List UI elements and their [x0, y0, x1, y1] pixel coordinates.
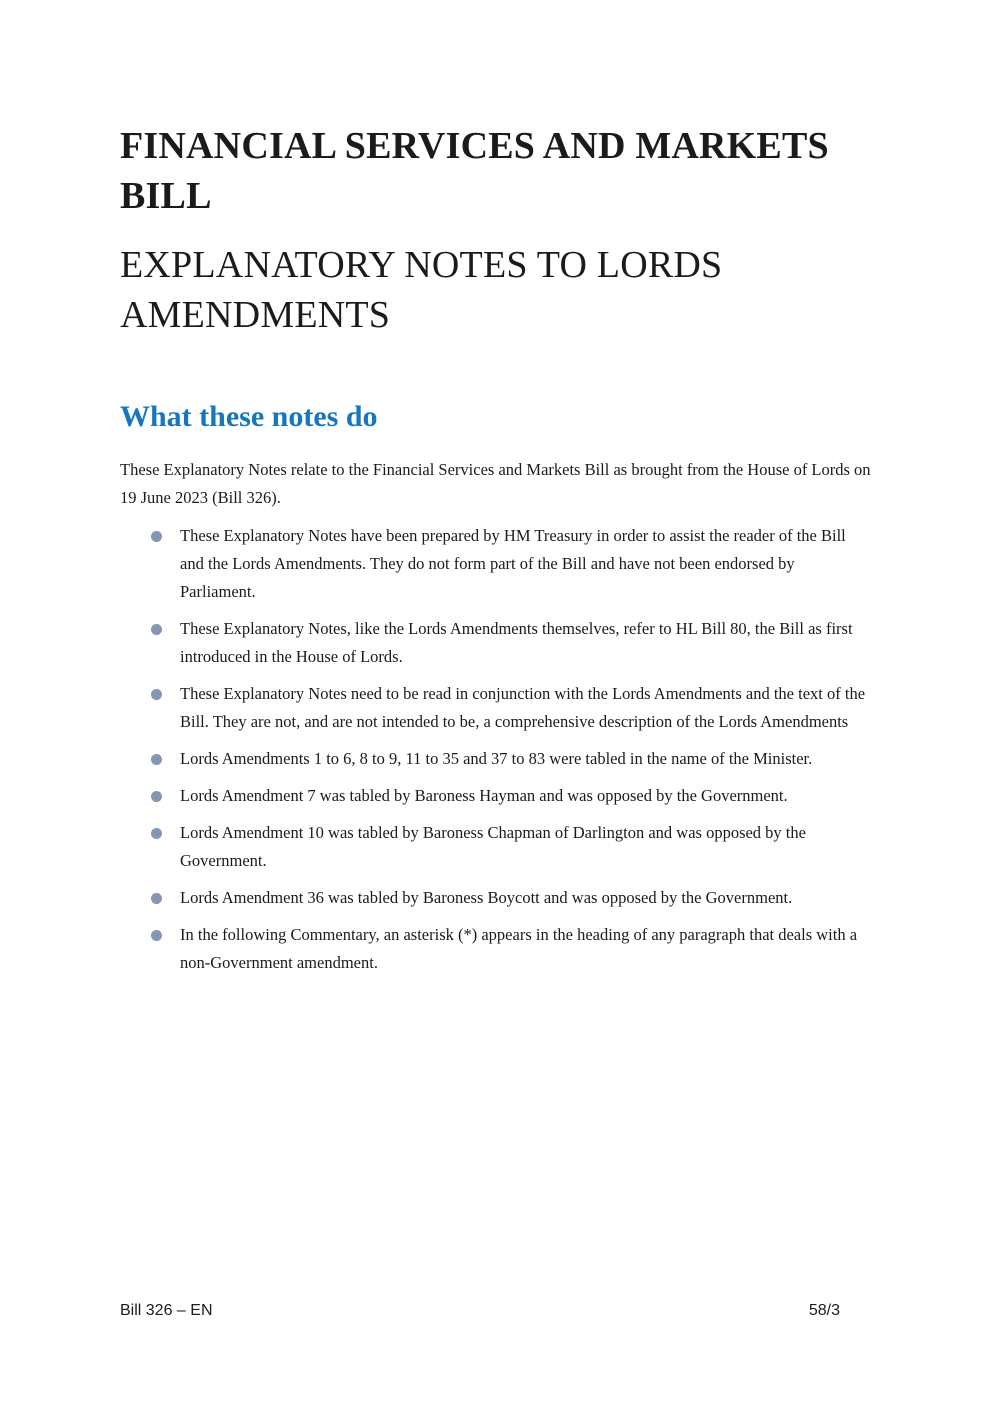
bullet-item — [120, 921, 871, 977]
footer-bill-reference: Bill 326 – EN — [120, 1302, 213, 1319]
bullet-icon — [151, 791, 162, 802]
bullet-item — [120, 680, 871, 736]
bullet-item-text: These Explanatory Notes need to be read in conjunction with the Lords Amendments and the text of the Bill. They are not, and are not intended to be, a comprehensive description of the Lords Amendments — [180, 684, 866, 731]
bullet-item — [120, 745, 871, 773]
bullet-item — [120, 615, 871, 671]
document-title: FINANCIAL SERVICES AND MARKETS BILL — [120, 125, 829, 217]
bullet-item-text: Lords Amendments 1 to 6, 8 to 9, 11 to 35 and 37 to 83 were tabled in the name of the Minister. — [180, 749, 813, 768]
document-subtitle: EXPLANATORY NOTES TO LORDS AMENDMENTS — [120, 244, 723, 336]
bullet-item — [120, 884, 871, 912]
footer-page-number: 58/3 — [808, 1302, 840, 1319]
bullet-icon — [151, 893, 162, 904]
bullet-icon — [151, 828, 162, 839]
bullet-item — [120, 782, 871, 810]
bullet-item-text: Lords Amendment 7 was tabled by Baroness Hayman and was opposed by the Government. — [180, 786, 788, 805]
bullet-icon — [151, 531, 162, 542]
section-heading: What these notes do — [120, 400, 378, 433]
bullet-icon — [151, 689, 162, 700]
bullet-item-text: Lords Amendment 10 was tabled by Baroness Chapman of Darlington and was opposed by the Government. — [180, 823, 806, 870]
bullet-item — [120, 522, 871, 606]
bullet-icon — [151, 624, 162, 635]
bullet-icon — [151, 754, 162, 765]
bullet-item-text: Lords Amendment 36 was tabled by Baroness Boycott and was opposed by the Government. — [180, 888, 793, 907]
bullet-icon — [151, 930, 162, 941]
bullet-item-text: These Explanatory Notes, like the Lords Amendments themselves, refer to HL Bill 80, the Bill as first introduced in the House of Lords. — [180, 619, 853, 666]
bullet-item-text: These Explanatory Notes have been prepared by HM Treasury in order to assist the reader of the Bill and the Lords Amendments. They do not form part of the Bill and have not been endorsed by Parliament. — [180, 526, 846, 601]
intro-paragraph: These Explanatory Notes relate to the Financial Services and Markets Bill as brought from the House of Lords on 19 June 2023 (Bill 326). — [120, 460, 871, 507]
bullet-item — [120, 819, 871, 875]
bullet-item-text: In the following Commentary, an asterisk (*) appears in the heading of any paragraph that deals with a non-Government amendment. — [180, 925, 858, 972]
page-footer — [120, 1301, 840, 1321]
notes-bullet-list — [120, 522, 871, 977]
